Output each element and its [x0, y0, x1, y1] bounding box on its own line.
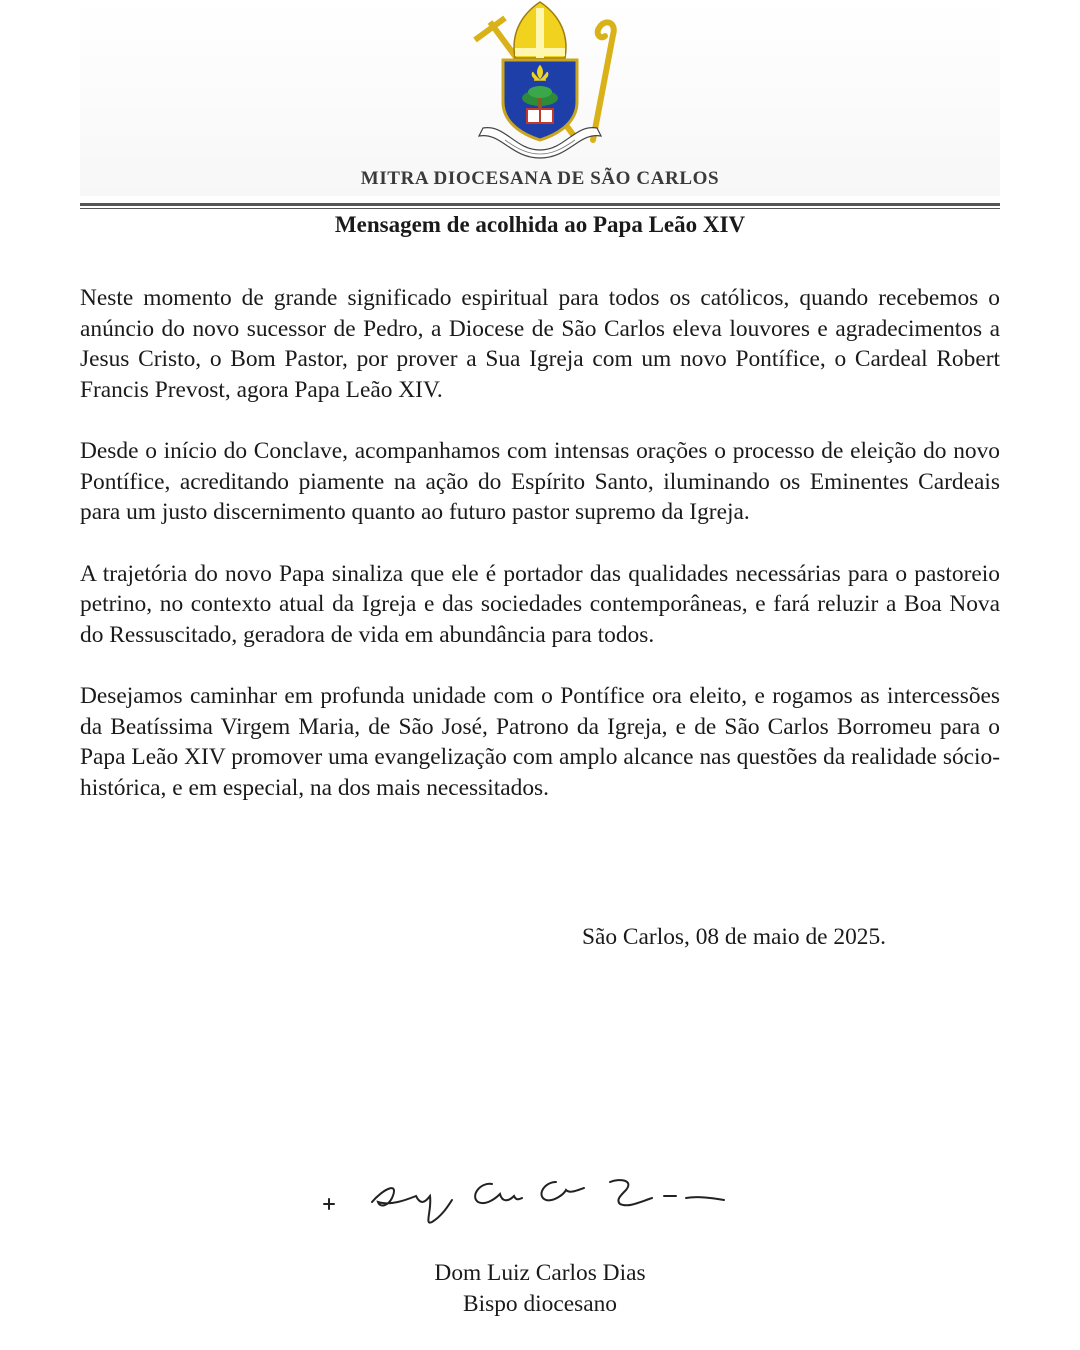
paragraph-3: A trajetória do novo Papa sinaliza que ele é portador das qualidades necessárias para o pastoreio petrino, no contexto atual da Igreja e das sociedades contemporâneas, e fará reluzir a Boa Nova do Ressuscitado, geradora de vida em abundância para todos. — [80, 560, 1000, 648]
diocesan-coat-of-arms-icon — [455, 0, 625, 162]
handwritten-signature-icon — [320, 1160, 730, 1230]
signer-name: Dom Luiz Carlos Dias — [434, 1260, 646, 1286]
signer-role: Bispo diocesano — [463, 1291, 617, 1317]
header-divider-thin — [80, 208, 1000, 209]
paragraph-1: Neste momento de grande significado espiritual para todos os católicos, quando recebemos o anúncio do novo sucessor de Pedro, a Diocese de São Carlos eleva louvores e agradecimentos a Jesus Cristo, o Bom Pastor, por prover a Sua Igreja com um novo Pontífice, o Cardeal Robert Francis Prevost, agora Papa Leão XIV. — [80, 285, 1000, 403]
paragraph-4: Desejamos caminhar em profunda unidade com o Pontífice ora eleito, e rogamos as intercessões da Beatíssima Virgem Maria, de São José, Patrono da Igreja, e de São Carlos Borromeu para o Papa Leão XIV promover uma evangelização com amplo alcance nas questões da realidade sócio-histórica, e em especial, na dos mais necessitados. — [80, 683, 1000, 801]
document-title: Mensagem de acolhida ao Papa Leão XIV — [334, 212, 746, 237]
letter-body — [80, 283, 1000, 834]
signer-block — [240, 1258, 840, 1320]
header-divider — [80, 203, 1000, 206]
date-line: São Carlos, 08 de maio de 2025. — [582, 924, 887, 950]
paragraph-2: Desde o início do Conclave, acompanhamos com intensas orações o processo de eleição do novo Pontífice, acreditando piamente na ação do Espírito Santo, iluminando os Eminentes Cardeais para um justo discernimento quanto ao futuro pastor supremo da Igreja. — [80, 438, 1000, 525]
organization-name: MITRA DIOCESANA DE SÃO CARLOS — [360, 168, 720, 189]
